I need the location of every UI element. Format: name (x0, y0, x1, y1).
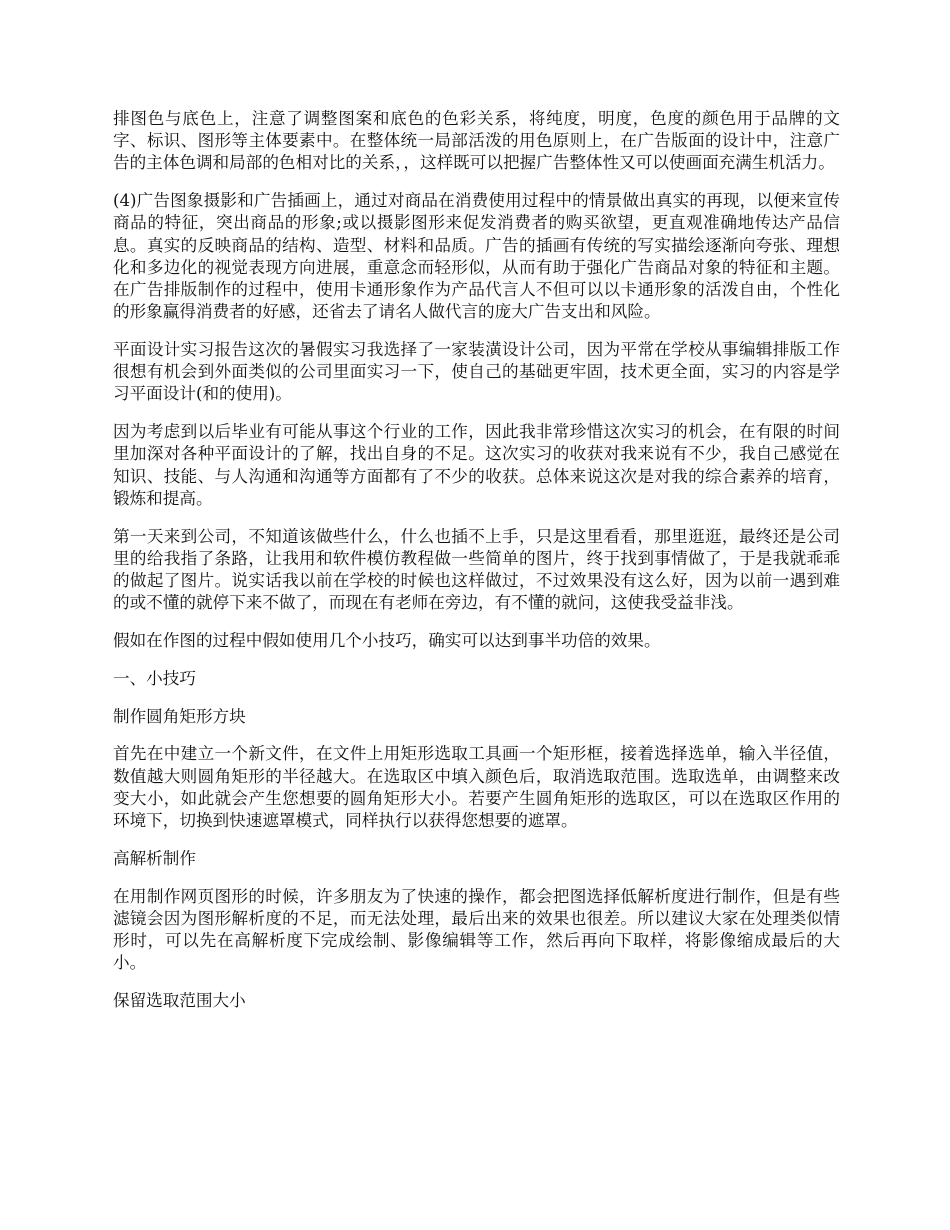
paragraph-internship-intro: 平面设计实习报告这次的暑假实习我选择了一家装潢设计公司，因为平常在学校从事编辑排版工作很想有机会到外面类似的公司里面实习一下，使自己的基础更牢固，技术更全面，实习的内容是学习平面设计(和的使用)。 (113, 340, 840, 404)
paragraph-high-resolution: 在用制作网页图形的时候，许多朋友为了快速的操作，都会把图选择低解析度进行制作，但是有些滤镜会因为图形解析度的不足，而无法处理，最后出来的效果也很差。所以建议大家在处理类似情形时，可以先在高解析度下完成绘制、影像编辑等工作，然后再向下取样，将影像缩成最后的大小。 (113, 886, 840, 973)
paragraph-color-relationship: 排图色与底色上，注意了调整图案和底色的色彩关系，将纯度，明度，色度的颜色用于品牌的文字、标识、图形等主体要素中。在整体统一局部活泼的用色原则上，在广告版面的设计中，注意广告的主体色调和局部的色相对比的关系，，这样既可以把握广告整体性又可以使画面充满生机活力。 (113, 109, 840, 173)
subheading-keep-selection-size: 保留选取范围大小 (113, 991, 246, 1011)
paragraph-internship-value: 因为考虑到以后毕业有可能从事这个行业的工作，因此我非常珍惜这次实习的机会，在有限的时间里加深对各种平面设计的了解，找出自身的不足。这次实习的收获对我来说有不少，我自己感觉在知识、技能、与人沟通和沟通等方面都有了不少的收获。总体来说这次是对我的综合素养的培育，锻炼和提高。 (113, 422, 840, 508)
paragraph-rounded-rectangle: 首先在中建立一个新文件，在文件上用矩形选取工具画一个矩形框，接着选择选单，输入半径值，数值越大则圆角矩形的半径越大。在选取区中填入颜色后，取消选取范围。选取选单，由调整来改变大小，如此就会产生您想要的圆角矩形大小。若要产生圆角矩形的选取区，可以在选取区作用的环境下，切换到快速遮罩模式，同样执行以获得您想要的遮罩。 (113, 744, 840, 831)
subheading-high-resolution: 高解析制作 (113, 848, 196, 868)
document-page (113, 108, 840, 1028)
section-heading-tips: 一、小技巧 (113, 668, 196, 688)
paragraph-ad-photography: (4)广告图象摄影和广告插画上，通过对商品在消费使用过程中的情景做出真实的再现，以便来宣传商品的特征，突出商品的形象;或以摄影图形来促发消费者的购买欲望，更直观准确地传达产品信息。真实的反映商品的结构、造型、材料和品质。广告的插画有传统的写实描绘逐渐向夸张、理想化和多边化的视觉表现方向进展，重意念而轻形似，从而有助于强化广告商品对象的特征和主题。在广告排版制作的过程中，使用卡通形象作为产品代言人不但可以以卡通形象的活泼自由，个性化的形象赢得消费者的好感，还省去了请名人做代言的庞大广告支出和风险。 (113, 191, 840, 322)
paragraph-tips-intro: 假如在作图的过程中假如使用几个小技巧，确实可以达到事半功倍的效果。 (113, 631, 661, 651)
paragraph-first-day: 第一天来到公司，不知道该做些什么，什么也插不上手，只是这里看看，那里逛逛，最终还是公司里的给我指了条路，让我用和软件模仿教程做一些简单的图片，终于找到事情做了，于是我就乖乖的做起了图片。说实话我以前在学校的时候也这样做过，不过效果没有这么好，因为以前一遇到难的或不懂的就停下来不做了，而现在有老师在旁边，有不懂的就问，这使我受益非浅。 (113, 526, 840, 613)
subheading-rounded-rectangle: 制作圆角矩形方块 (113, 706, 246, 726)
